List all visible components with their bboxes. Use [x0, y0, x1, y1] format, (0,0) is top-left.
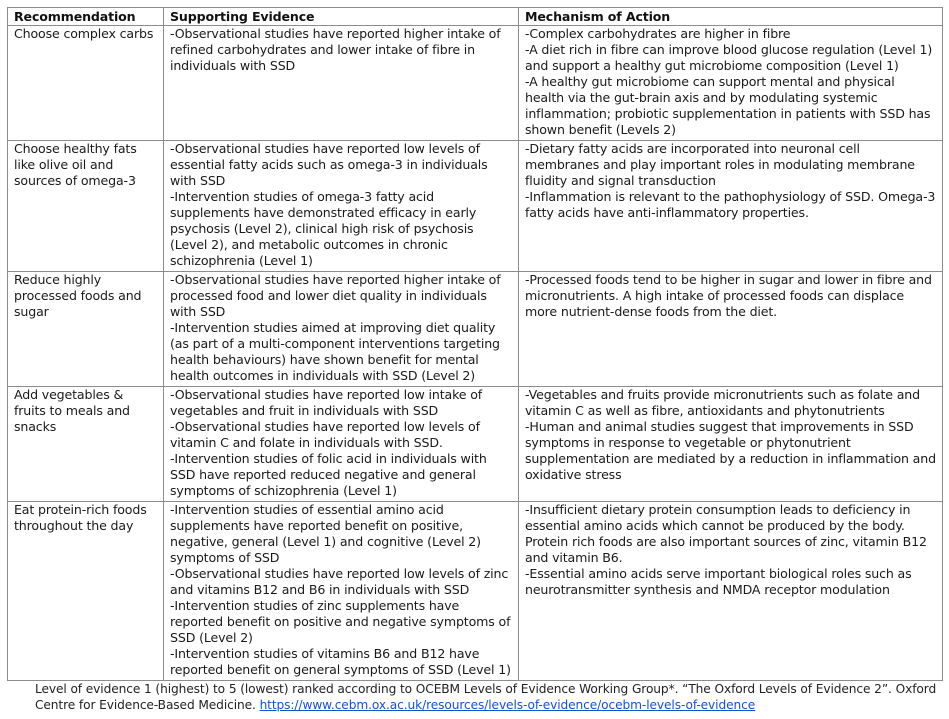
mechanism-item: -A diet rich in fibre can improve blood glucose regulation (Level 1) and support a healthy gut microbiome composition (Level 1) — [525, 42, 933, 73]
mechanism-item: -Essential amino acids serve important biological roles such as neurotransmitter synthesis and NMDA receptor modulation — [525, 566, 912, 597]
mechanism-cell — [519, 26, 943, 141]
recommendation-cell: Reduce highly processed foods and sugar — [8, 272, 164, 387]
footnote-text: Level of evidence 1 (highest) to 5 (lowest) ranked according to OCEBM Levels of Evidence Working Group*. “The Oxford Levels of Evidence 2”. Oxford Centre for Evidence-Based Medicine. — [35, 682, 937, 712]
recommendation-cell: Add vegetables & fruits to meals and snacks — [8, 387, 164, 502]
evidence-item: -Intervention studies of zinc supplements have reported benefit on positive and negative symptoms of SSD (Level 2) — [170, 598, 511, 645]
mechanism-cell — [519, 502, 943, 681]
evidence-item: -Intervention studies of folic acid in individuals with SSD have reported reduced negative and general symptoms of schizophrenia (Level 1) — [170, 451, 487, 498]
mechanism-item: -A healthy gut microbiome can support mental and physical health via the gut-brain axis and by modulating systemic inflammation; probiotic supplementation in patients with SSD has shown benefit (Levels 2) — [525, 74, 931, 137]
table-row — [8, 502, 943, 681]
evidence-cell — [164, 387, 519, 502]
evidence-item: -Observational studies have reported higher intake of processed food and lower diet quality in individuals with SSD — [170, 272, 501, 319]
recommendation-cell: Eat protein-rich foods throughout the day — [8, 502, 164, 681]
evidence-cell — [164, 502, 519, 681]
header-supporting-evidence: Supporting Evidence — [164, 8, 519, 26]
evidence-item: -Observational studies have reported low levels of essential fatty acids such as omega-3 in individuals with SSD — [170, 141, 488, 188]
table-row — [8, 272, 943, 387]
mechanism-item: -Dietary fatty acids are incorporated into neuronal cell membranes and play important roles in modulating membrane fluidity and signal transduction — [525, 141, 915, 188]
evidence-cell — [164, 141, 519, 272]
mechanism-cell — [519, 387, 943, 502]
evidence-item: -Observational studies have reported higher intake of refined carbohydrates and lower intake of fibre in individuals with SSD — [170, 26, 501, 73]
table-row — [8, 387, 943, 502]
evidence-item: -Observational studies have reported low levels of vitamin C and folate in individuals with SSD. — [170, 419, 480, 450]
evidence-cell — [164, 272, 519, 387]
ocebm-link[interactable]: https://www.cebm.ox.ac.uk/resources/levels-of-evidence/ocebm-levels-of-evidence — [259, 698, 756, 712]
evidence-item: -Intervention studies of essential amino acid supplements have reported benefit on positive, negative, general (Level 1) and cognitive (Level 2) symptoms of SSD — [170, 502, 481, 565]
recommendations-table — [7, 7, 943, 681]
mechanism-item: -Complex carbohydrates are higher in fibre — [525, 26, 791, 41]
evidence-item: -Observational studies have reported low intake of vegetables and fruit in individuals with SSD — [170, 387, 483, 418]
mechanism-cell — [519, 272, 943, 387]
evidence-item: -Intervention studies of omega-3 fatty acid supplements have demonstrated efficacy in early psychosis (Level 2), clinical high risk of psychosis (Level 2), and metabolic outcomes in chronic schizophrenia (Level 1) — [170, 189, 477, 268]
evidence-cell — [164, 26, 519, 141]
table-header-row — [8, 8, 943, 26]
mechanism-cell — [519, 141, 943, 272]
mechanism-item: -Vegetables and fruits provide micronutrients such as folate and vitamin C as well as fibre, antioxidants and phytonutrients — [525, 387, 920, 418]
table-row — [8, 26, 943, 141]
mechanism-item: -Insufficient dietary protein consumption leads to deficiency in essential amino acids which cannot be produced by the body. Protein rich foods are also important sources of zinc, vitamin B12 and vitamin B6. — [525, 502, 927, 565]
header-recommendation: Recommendation — [8, 8, 164, 26]
evidence-item: -Intervention studies of vitamins B6 and B12 have reported benefit on general symptoms of SSD (Level 1) — [170, 646, 511, 677]
recommendation-cell: Choose healthy fats like olive oil and sources of omega-3 — [8, 141, 164, 272]
mechanism-item: -Human and animal studies suggest that improvements in SSD symptoms in response to vegetable or phytonutrient supplementation are mediated by a reduction in inflammation and oxidative stress — [525, 419, 936, 482]
evidence-item: -Observational studies have reported low levels of zinc and vitamins B12 and B6 in individuals with SSD — [170, 566, 509, 597]
recommendation-cell: Choose complex carbs — [8, 26, 164, 141]
evidence-level-footnote — [35, 681, 949, 713]
header-mechanism-of-action: Mechanism of Action — [519, 8, 943, 26]
mechanism-item: -Processed foods tend to be higher in sugar and lower in fibre and micronutrients. A high intake of processed foods can displace more nutrient-dense foods from the diet. — [525, 272, 932, 319]
table-row — [8, 141, 943, 272]
evidence-item: -Intervention studies aimed at improving diet quality (as part of a multi-component interventions targeting health behaviours) have shown benefit for mental health outcomes in individuals with SSD (Level 2) — [170, 320, 500, 383]
mechanism-item: -Inflammation is relevant to the pathophysiology of SSD. Omega-3 fatty acids have anti-inflammatory properties. — [525, 189, 936, 220]
